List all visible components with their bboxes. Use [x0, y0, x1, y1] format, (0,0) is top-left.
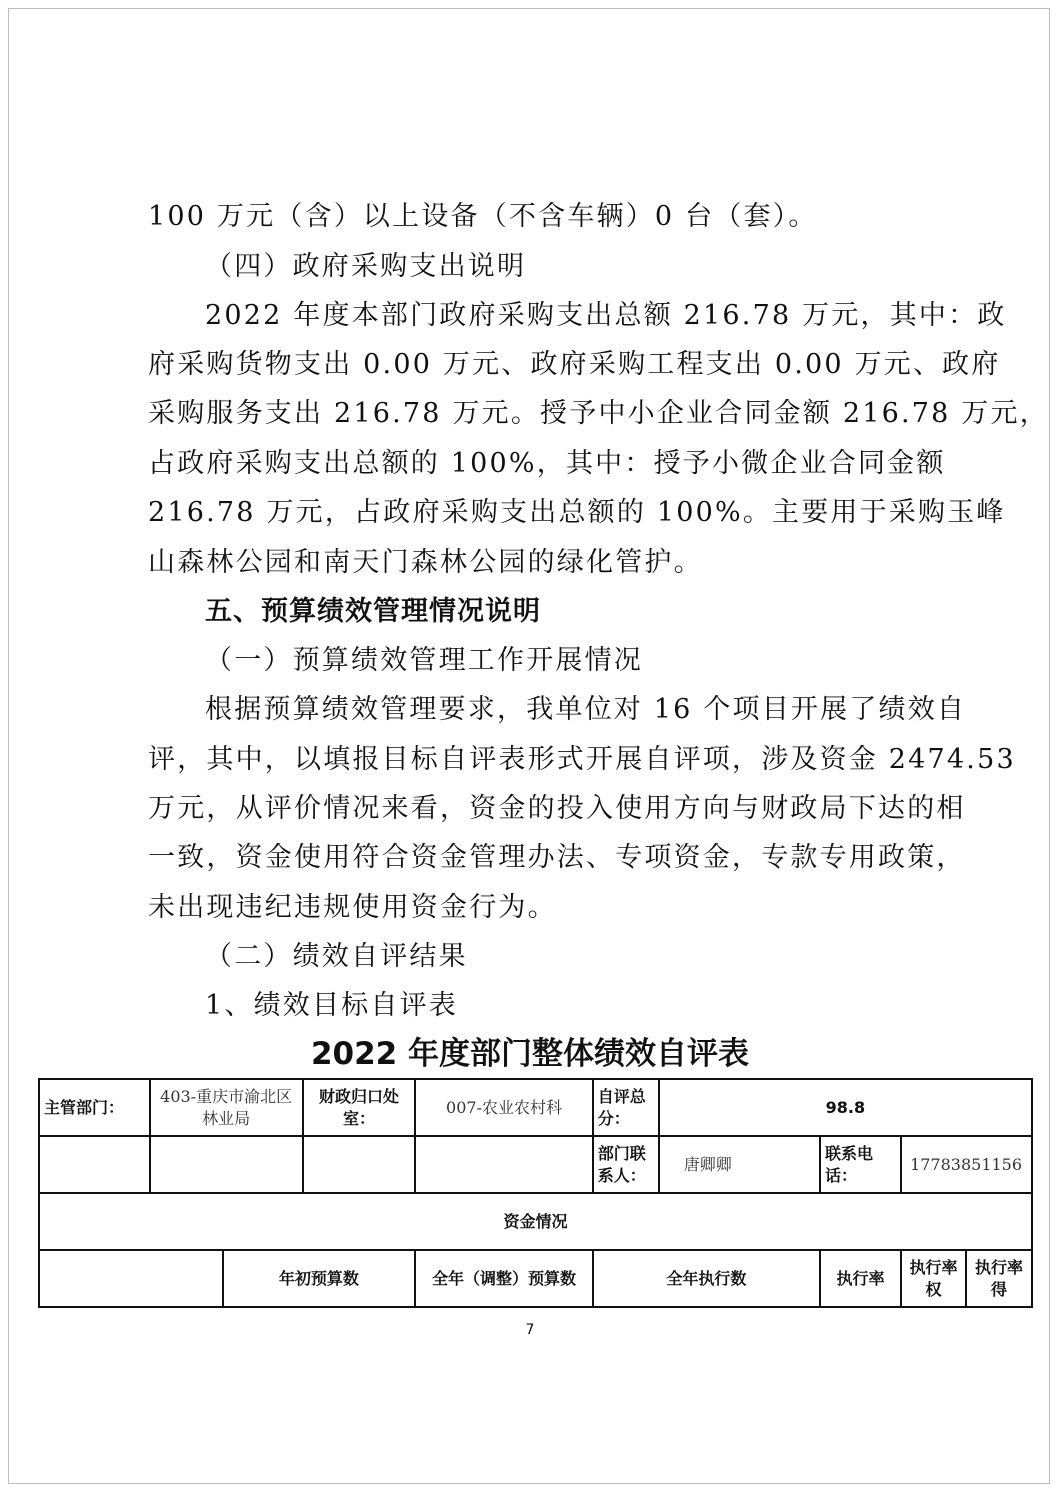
table-title: 2022 年度部门整体绩效自评表 [310, 1036, 750, 1072]
col-executed: 全年执行数 [593, 1250, 820, 1307]
office-label: 财政归口处室： [303, 1079, 416, 1136]
paragraph-line: 占政府采购支出总额的 100%，其中：授予小微企业合同金额 [148, 448, 946, 479]
subsection-heading-work: （一）预算绩效管理工作开展情况 [205, 645, 643, 676]
paragraph-line: 2022 年度本部门政府采购支出总额 216.78 万元，其中：政 [205, 300, 1007, 331]
paragraph-line: 山森林公园和南天门森林公园的绿化管护。 [148, 547, 703, 578]
col-initial-budget: 年初预算数 [223, 1250, 416, 1307]
paragraph-line: 100 万元（含）以上设备（不含车辆）0 台（套）。 [148, 201, 818, 232]
section-heading-performance: 五、预算绩效管理情况说明 [205, 596, 541, 627]
paragraph-line: 评，其中，以填报目标自评表形式开展自评项，涉及资金 2474.53 [148, 744, 1016, 775]
empty-cell [39, 1250, 223, 1307]
col-rate: 执行率 [820, 1250, 901, 1307]
empty-cell [150, 1136, 303, 1193]
dept-value: 403-重庆市渝北区林业局 [150, 1079, 303, 1136]
evaluation-table [38, 1078, 1033, 1308]
empty-cell [415, 1136, 593, 1193]
contact-label: 部门联系人： [593, 1136, 659, 1193]
paragraph-line: 府采购货物支出 0.00 万元、政府采购工程支出 0.00 万元、政府 [148, 349, 1001, 380]
paragraph-line: 根据预算绩效管理要求，我单位对 16 个项目开展了绩效自 [205, 694, 967, 725]
page-number: 7 [525, 1322, 535, 1338]
paragraph-line: 未出现违纪违规使用资金行为。 [148, 892, 557, 923]
dept-label: 主管部门： [39, 1079, 150, 1136]
empty-cell [303, 1136, 416, 1193]
score-value: 98.8 [659, 1079, 1032, 1136]
score-label: 自评总分： [593, 1079, 659, 1136]
office-value: 007-农业农村科 [415, 1079, 593, 1136]
col-score: 执行率得 [966, 1250, 1032, 1307]
section-heading-procurement: （四）政府采购支出说明 [205, 251, 527, 282]
col-adjusted-budget: 全年（调整）预算数 [415, 1250, 593, 1307]
paragraph-line: 216.78 万元，占政府采购支出总额的 100%。主要用于采购玉峰 [148, 497, 1006, 528]
empty-cell [39, 1136, 150, 1193]
col-weight: 执行率权 [901, 1250, 966, 1307]
subsection-heading-table: 1、绩效目标自评表 [205, 990, 458, 1021]
subsection-heading-results: （二）绩效自评结果 [205, 941, 468, 972]
paragraph-line: 万元，从评价情况来看，资金的投入使用方向与财政局下达的相 [148, 793, 966, 824]
funds-header: 资金情况 [39, 1193, 1032, 1250]
paragraph-line: 一致，资金使用符合资金管理办法、专项资金，专款专用政策， [148, 842, 966, 873]
contact-value: 唐卿卿 [659, 1136, 820, 1193]
paragraph-line: 采购服务支出 216.78 万元。授予中小企业合同金额 216.78 万元， [148, 398, 1049, 429]
phone-label: 联系电话： [820, 1136, 901, 1193]
phone-value: 17783851156 [901, 1136, 1032, 1193]
